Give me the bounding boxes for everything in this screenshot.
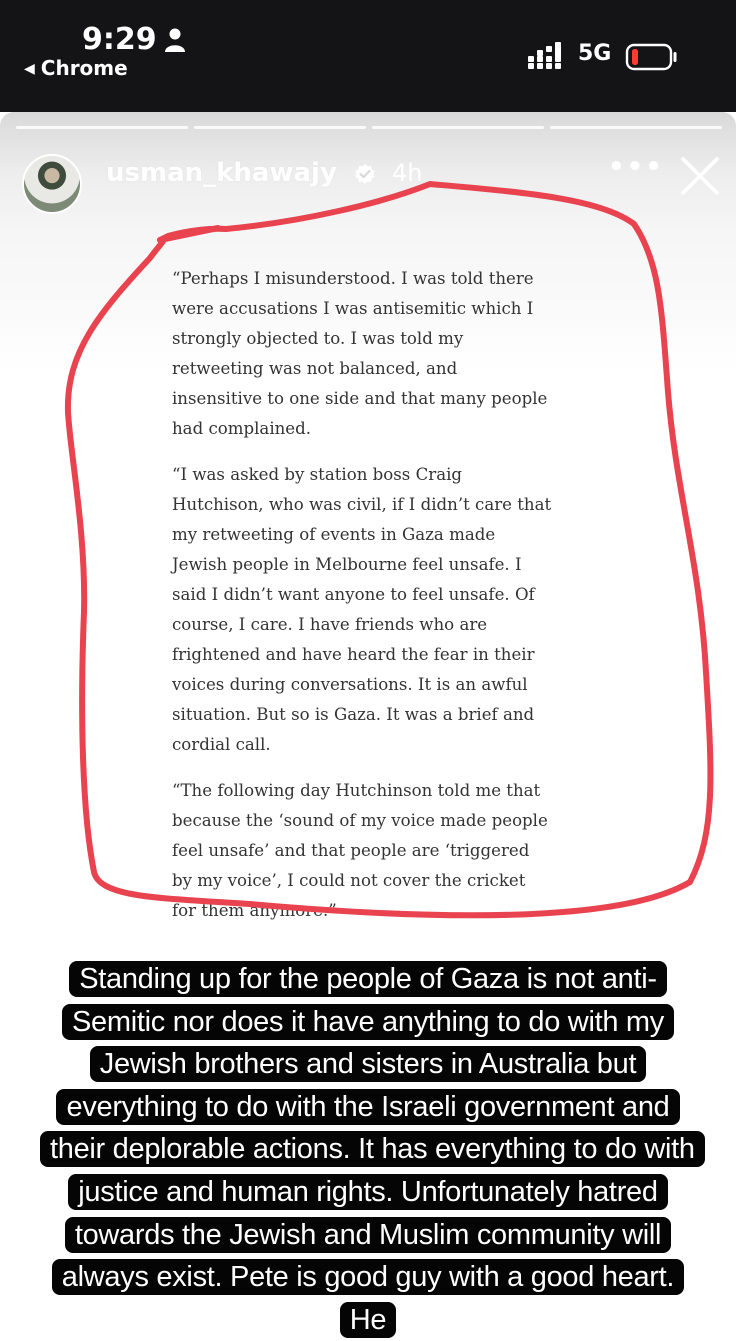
status-time: 9:29 [82,22,157,57]
more-options-icon[interactable]: ••• [608,152,664,182]
back-app-label: Chrome [40,56,128,80]
article-paragraph: “I was asked by station boss Craig Hutchison, who was civil, if I didn’t care that my retweeting of events in Gaza made Jewish people in Melbourne feel unsafe. I said I didn’t want anyone to feel unsafe. Of course, I care. I have friends who are frightened and have heard the fear in their voices during conversations. It is an awful situation. But so is Gaza. It was a brief and cordial call. [172,465,552,754]
back-to-app-link[interactable] [24,56,128,80]
back-arrow-icon: ◀ [24,61,35,77]
network-type: 5G [578,41,612,66]
person-icon [164,28,186,52]
battery-icon [626,44,678,70]
article-paragraph: “The following day Hutchinson told me that because the ‘sound of my voice made people feel unsafe’ and that people are ‘triggered by my voice’, I could not cover the cricket for them anymore.” [172,781,548,920]
story-username[interactable]: usman_khawajy [106,158,337,188]
caption-text: Standing up for the people of Gaza is not anti-Semitic nor does it have anything to do with my Jewish brothers and sisters in Australia but everything to do with the Israeli government and their deplorable actions. It has everything to do with justice and human rights. Unfortunately hatred towards the Jewish and Muslim community will always exist. Pete is good guy with a good heart. He [40,961,705,1338]
story-caption [40,958,696,1341]
article-paragraph: “Perhaps I misunderstood. I was told there were accusations I was antisemitic which I strongly objected to. I was told my retweeting was not balanced, and insensitive to one side and that many people had complained. [172,269,548,438]
status-bar [0,0,736,112]
red-annotation-circle [0,112,736,932]
story-viewer[interactable] [0,112,736,1336]
signal-icon [528,42,566,70]
story-time-ago: 4h [392,159,423,187]
